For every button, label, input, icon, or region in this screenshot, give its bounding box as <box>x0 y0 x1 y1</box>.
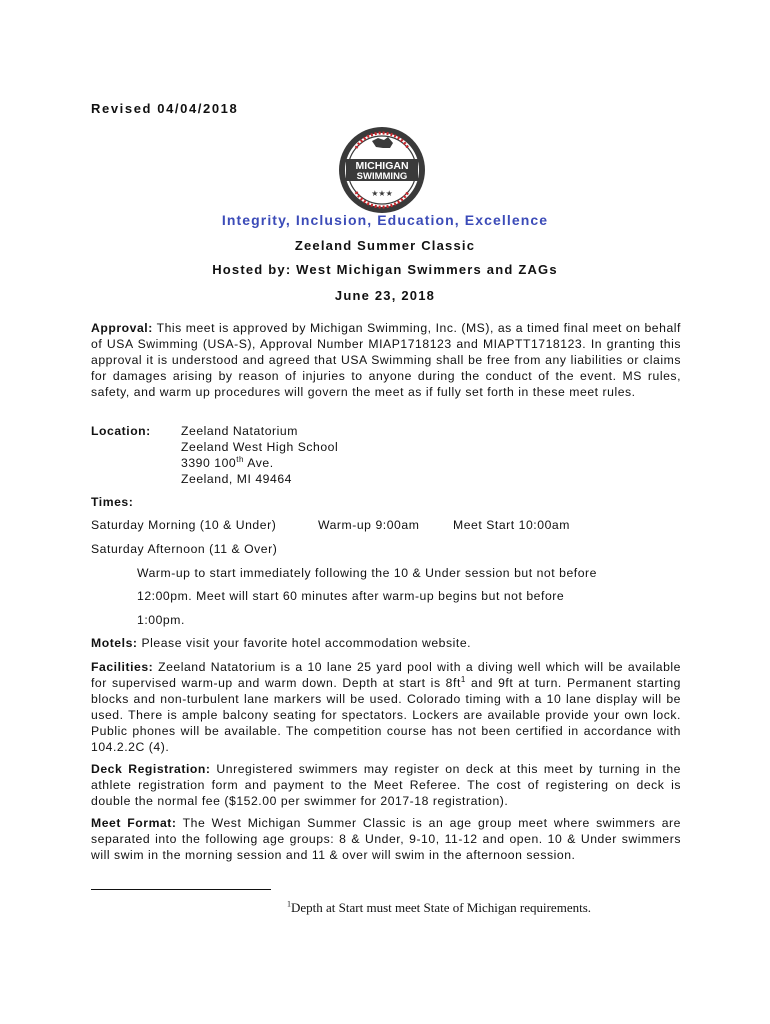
afternoon-session: Saturday Afternoon (11 & Over) <box>91 542 278 556</box>
meet-name: Zeeland Summer Classic <box>294 238 476 253</box>
approval-paragraph <box>91 320 681 400</box>
times-label: Times: <box>91 495 134 509</box>
morning-warmup: Warm-up 9:00am <box>318 518 420 532</box>
location-label: Location: <box>91 424 151 438</box>
afternoon-line-3: 1:00pm. <box>137 613 185 627</box>
location-line-2: Zeeland West High School <box>181 440 339 454</box>
motto: Integrity, Inclusion, Education, Excellence <box>221 212 549 228</box>
approval-text: This meet is approved by Michigan Swimming, Inc. (MS), as a timed final meet on behalf of USA Swimming (USA-S), Approval Number MIAP1718123 and MIAPTT1718123. In granting this approval it is understood and agreed that USA Swimming shall be free from any liabilities or claims for damages arising by reason of injuries to anyone during the conduct of the event. MS rules, safety, and warm up procedures will govern the meet as if fully set forth in these meet rules. <box>91 321 681 399</box>
michigan-swimming-logo-icon <box>338 126 426 214</box>
afternoon-line-1: Warm-up to start immediately following the 10 & Under session but not before <box>137 566 597 580</box>
revised-date: Revised 04/04/2018 <box>91 101 239 116</box>
motels-paragraph <box>91 636 471 650</box>
facilities-label: Facilities: <box>91 660 154 674</box>
approval-label: Approval: <box>91 321 153 335</box>
svg-text:★★★: ★★★ <box>371 189 393 198</box>
location-line-4: Zeeland, MI 49464 <box>181 472 292 486</box>
footnote-reference: 1 <box>460 674 466 684</box>
meet-format-label: Meet Format: <box>91 816 177 830</box>
location-line-3: 3390 100th Ave. <box>181 454 274 470</box>
facilities-paragraph: Facilities: Zeeland Natatorium is a 10 lane 25 yard pool with a diving well which will be available for supervised warm-up and warm down. Depth at start is $8ft^1$ and 9ft at turn. Permanent starting blocks and non-turbulent lane markers will be used. Colorado timing with a 10 lane display will be used. There is ample balcony seating for spectators. Lockers are available provide your own lock. Public phones will be available. The competition course has not been certified in accordance with 104.2.2C (4). <box>91 660 681 754</box>
logo-text-swimming: SWIMMING <box>356 171 408 182</box>
logo-text-michigan: MICHIGAN <box>355 160 409 172</box>
deck-registration-paragraph: Deck Registration: Unregistered swimmers may register on deck at this meet by turning in the athlete registration form and payment to the Meet Referee. The cost of registering on deck is double the normal fee ($152.00 per swimmer for 2017-18 registration). <box>91 762 681 808</box>
hosted-by: Hosted by: West Michigan Swimmers and ZAGs <box>212 262 558 277</box>
location-line-1: Zeeland Natatorium <box>181 424 298 438</box>
motels-label: Motels: <box>91 636 138 650</box>
morning-session: Saturday Morning (10 & Under) <box>91 518 277 532</box>
meet-date: June 23, 2018 <box>334 288 436 303</box>
footnote: $^1$Depth at Start must meet State of Michigan requirements. <box>287 899 592 915</box>
afternoon-line-2: 12:00pm. Meet will start 60 minutes after warm-up begins but not before <box>137 589 565 603</box>
morning-start: Meet Start 10:00am <box>453 518 570 532</box>
meet-format-paragraph: Meet Format: The West Michigan Summer Classic is an age group meet where swimmers are separated into the following age groups: 8 & Under, 9-10, 11-12 and open. 10 & Under swimmers will swim in the morning session and 11 & over will swim in the afternoon session. <box>91 816 681 862</box>
footnote-divider <box>91 889 271 890</box>
motels-text: Please visit your favorite hotel accommodation website. <box>137 636 472 650</box>
deck-registration-label: Deck Registration: <box>91 762 211 776</box>
